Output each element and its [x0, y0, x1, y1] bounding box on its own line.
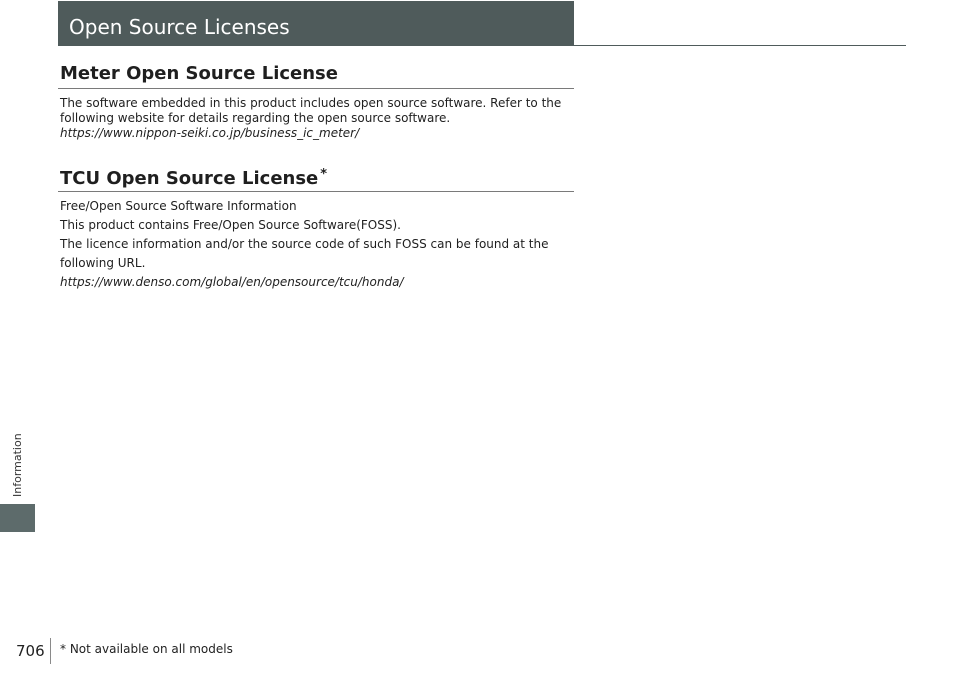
- page-title: Open Source Licenses: [69, 15, 290, 39]
- tcu-license-heading-text: TCU Open Source License: [60, 168, 319, 189]
- page-title-bar: [58, 1, 574, 46]
- meter-license-url[interactable]: https://www.nippon-seiki.co.jp/business_ic_meter/: [60, 126, 360, 140]
- tcu-license-rule: [58, 191, 574, 192]
- tcu-license-body: [60, 197, 574, 292]
- tcu-license-heading: [60, 167, 327, 189]
- title-rule: [574, 45, 906, 46]
- footer-divider: [50, 638, 51, 664]
- footnote: * Not available on all models: [60, 642, 233, 656]
- sidebar-section-label: Information: [11, 433, 24, 497]
- meter-license-line: following website for details regarding the open source software.: [60, 111, 451, 125]
- tcu-license-url[interactable]: https://www.denso.com/global/en/opensource/tcu/honda/: [60, 275, 404, 289]
- meter-license-heading: [60, 63, 338, 84]
- meter-license-rule: [58, 88, 574, 89]
- tcu-license-line: This product contains Free/Open Source Software(FOSS).: [60, 218, 401, 232]
- meter-license-heading-text: Meter Open Source License: [60, 63, 338, 84]
- tcu-license-line: following URL.: [60, 256, 146, 270]
- footnote-marker: *: [320, 167, 328, 182]
- tcu-license-line: The licence information and/or the source code of such FOSS can be found at the: [60, 237, 549, 251]
- meter-license-body: [60, 96, 574, 141]
- tcu-license-line: Free/Open Source Software Information: [60, 199, 297, 213]
- meter-license-line: The software embedded in this product includes open source software. Refer to the: [60, 96, 562, 110]
- page-number: 706: [16, 642, 45, 660]
- sidebar-section-tab: [0, 504, 35, 532]
